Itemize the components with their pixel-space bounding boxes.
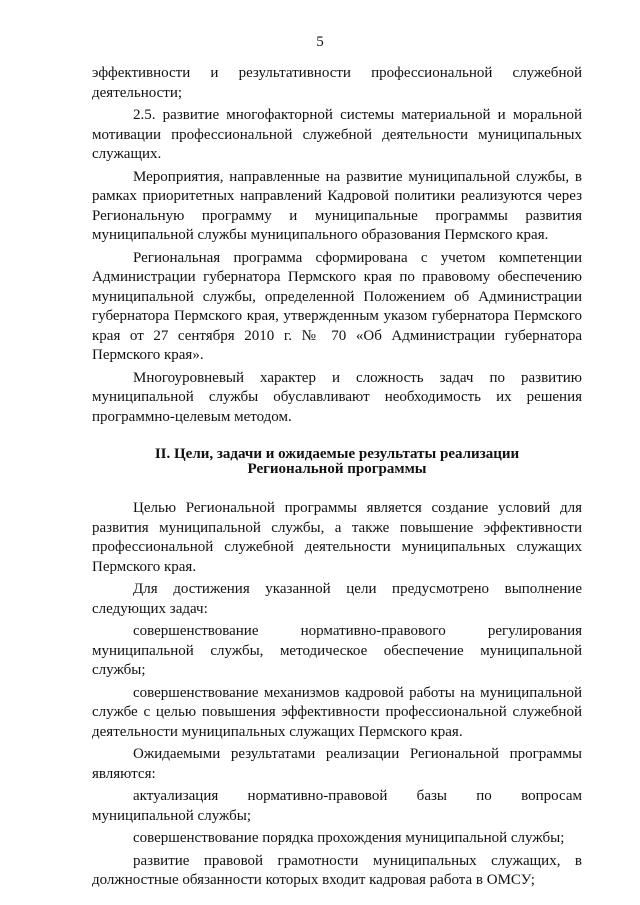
paragraph: Ожидаемыми результатами реализации Региональной программы являются: [92, 746, 582, 782]
section-heading [92, 447, 582, 477]
page-number: 5 [316, 34, 324, 50]
paragraph: 2.5. развитие многофакторной системы материальной и моральной мотивации профессиональной служебной деятельности муниципальных служащих. [92, 107, 582, 162]
paragraph: Региональная программа сформирована с учетом компетенции Администрации губернатора Пермского края по правовому обеспечению муниципальной службы, определенной Положением об Администрации губернатора Пермского края, утвержденным указом губернатора Пермского края от 27 сентября 2010 г. № 70 «Об Администрации губернатора Пермского края». [92, 249, 582, 363]
paragraph: Мероприятия, направленные на развитие муниципальной службы, в рамках приоритетных направлений Кадровой политики реализуются через Региональную программу и муниципальные программы развития муниципальной службы муниципального образования Пермского края. [92, 168, 582, 243]
list-item: совершенствование порядка прохождения муниципальной службы; [133, 830, 565, 846]
paragraph: эффективности и результативности профессиональной служебной деятельности; [92, 65, 582, 101]
list-item: актуализация нормативно-правовой базы по вопросам муниципальной службы; [92, 788, 582, 824]
list-item: совершенствование механизмов кадровой работы на муниципальной службе с целью повышения эффективности профессиональной служебной деятельности муниципальных служащих Пермского края. [92, 684, 582, 740]
list-item: развитие правовой грамотности муниципальных служащих, в должностные обязанности которых входит кадровая работа в ОМСУ; [92, 852, 582, 888]
paragraph: Многоуровневый характер и сложность задач по развитию муниципальной службы обуславливают необходимость их решения программно-целевым методом. [92, 369, 582, 425]
section-heading-line: Региональной программы [247, 461, 427, 477]
list-item: совершенствование нормативно-правового регулирования муниципальной службы, методическое обеспечение муниципальной службы; [92, 623, 582, 678]
paragraph: Целью Региональной программы является создание условий для развития муниципальной службы, а также повышение эффективности профессиональной служебной деятельности муниципальных служащих Пермского края. [92, 500, 582, 575]
paragraph: Для достижения указанной цели предусмотрено выполнение следующих задач: [92, 581, 582, 617]
document-body [92, 64, 582, 894]
section-heading-line: II. Цели, задачи и ожидаемые результаты реализации [154, 446, 520, 462]
